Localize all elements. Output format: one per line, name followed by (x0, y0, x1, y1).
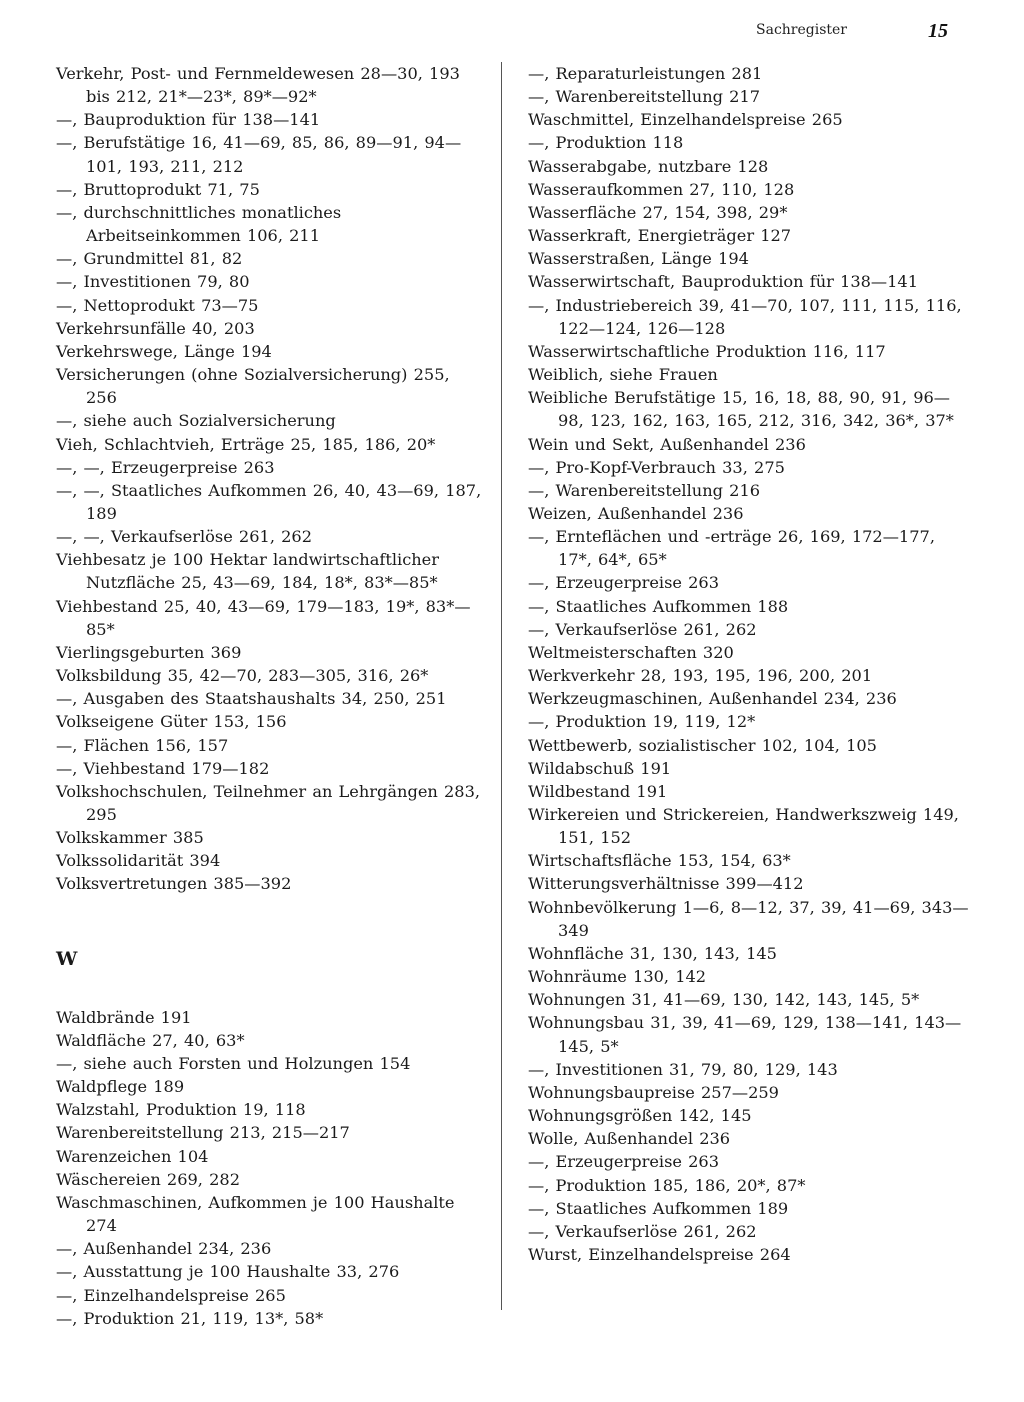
index-entry: Wäschereien 269, 282 (56, 1169, 240, 1189)
index-entry: —, siehe auch Sozialversicherung (56, 411, 336, 431)
index-entry: Waldbrände 191 (56, 1007, 192, 1027)
index-entry: Wirkereien und Strickereien, Handwerkszweig 149, 151, 152 (528, 805, 959, 848)
index-entry: —, Grundmittel 81, 82 (56, 249, 243, 269)
index-entry: —, Investitionen 79, 80 (56, 272, 250, 292)
index-entry: Wasserwirtschaft, Bauproduktion für 138—141 (528, 272, 919, 292)
column-divider (501, 62, 502, 1310)
index-entry-list-v (56, 62, 486, 896)
index-entry: —, Investitionen 31, 79, 80, 129, 143 (528, 1059, 838, 1079)
index-entry: —, Staatliches Aufkommen 189 (528, 1198, 789, 1218)
index-entry: Wolle, Außenhandel 236 (528, 1129, 731, 1149)
left-column (56, 62, 486, 1330)
index-entry: Werkverkehr 28, 193, 195, 196, 200, 201 (528, 666, 873, 686)
index-entry: —, Flächen 156, 157 (56, 735, 229, 755)
index-entry: Volksvertretungen 385—392 (56, 874, 292, 894)
index-entry: —, Einzelhandelspreise 265 (56, 1285, 286, 1305)
index-entry: Wohnfläche 31, 130, 143, 145 (528, 943, 777, 963)
running-head-title: Sachregister (756, 22, 847, 38)
index-entry: Viehbestand 25, 40, 43—69, 179—183, 19*, 83*—85* (56, 596, 471, 639)
index-entry: Witterungsverhältnisse 399—412 (528, 874, 804, 894)
index-entry: —, Industriebereich 39, 41—70, 107, 111, 115, 116, 122—124, 126—128 (528, 295, 962, 338)
section-gap (56, 896, 486, 946)
index-entry: —, Erzeugerpreise 263 (528, 573, 720, 593)
index-entry: Verkehrswege, Länge 194 (56, 341, 272, 361)
index-entry: Verkehr, Post- und Fernmeldewesen 28—30, 193 bis 212, 21*—23*, 89*—92* (56, 64, 460, 107)
index-entry: Wasserkraft, Energieträger 127 (528, 226, 792, 246)
index-entry: Wohnräume 130, 142 (528, 967, 707, 987)
index-entry: —, Produktion 21, 119, 13*, 58* (56, 1308, 324, 1328)
index-entry: —, —, Erzeugerpreise 263 (56, 457, 275, 477)
index-entry: —, Außenhandel 234, 236 (56, 1239, 272, 1259)
index-entry: —, Pro-Kopf-Verbrauch 33, 275 (528, 457, 785, 477)
index-entry: Warenzeichen 104 (56, 1146, 209, 1166)
index-entry: Wurst, Einzelhandelspreise 264 (528, 1244, 791, 1264)
index-entry: Wein und Sekt, Außenhandel 236 (528, 434, 806, 454)
index-entry: —, siehe auch Forsten und Holzungen 154 (56, 1053, 411, 1073)
index-entry: Waschmaschinen, Aufkommen je 100 Haushalte 274 (56, 1192, 455, 1236)
index-entry: Wohnungsbau 31, 39, 41—69, 129, 138—141, 143—145, 5* (528, 1013, 962, 1056)
index-entry: Wasserfläche 27, 154, 398, 29* (528, 202, 788, 222)
index-entry: —, Ausgaben des Staatshaushalts 34, 250, 251 (56, 689, 447, 709)
index-entry: Vieh, Schlachtvieh, Erträge 25, 185, 186, 20* (56, 434, 436, 454)
index-entry: Volksbildung 35, 42—70, 283—305, 316, 26* (56, 666, 429, 686)
index-entry: Weiblich, siehe Frauen (528, 365, 718, 385)
index-entry: Volkseigene Güter 153, 156 (56, 712, 287, 732)
index-entry: Walzstahl, Produktion 19, 118 (56, 1100, 306, 1120)
index-entry: Weibliche Berufstätige 15, 16, 18, 88, 90, 91, 96—98, 123, 162, 163, 165, 212, 316, 342, 36*, 37* (528, 388, 954, 431)
index-entry: Weizen, Außenhandel 236 (528, 503, 744, 523)
index-entry: Wettbewerb, sozialistischer 102, 104, 105 (528, 735, 877, 755)
index-entry: —, Verkaufserlöse 261, 262 (528, 619, 757, 639)
index-entry: —, Bruttoprodukt 71, 75 (56, 179, 260, 199)
index-entry: Wildabschuß 191 (528, 758, 672, 778)
index-entry: Waschmittel, Einzelhandelspreise 265 (528, 110, 843, 130)
index-entry: —, Ausstattung je 100 Haushalte 33, 276 (56, 1262, 400, 1282)
index-entry: Volkssolidarität 394 (56, 851, 221, 871)
index-entry: —, Produktion 185, 186, 20*, 87* (528, 1175, 806, 1195)
index-entry-list-right (528, 62, 973, 1266)
index-entry: Wohnungen 31, 41—69, 130, 142, 143, 145, 5* (528, 990, 920, 1010)
index-entry: Verkehrsunfälle 40, 203 (56, 318, 255, 338)
index-entry: Werkzeugmaschinen, Außenhandel 234, 236 (528, 689, 897, 709)
index-entry: —, —, Verkaufserlöse 261, 262 (56, 527, 313, 547)
section-letter-heading: W (56, 947, 78, 970)
index-entry: Wohnungsbaupreise 257—259 (528, 1082, 779, 1102)
index-entry: Wildbestand 191 (528, 781, 668, 801)
index-entry: —, Produktion 118 (528, 133, 684, 153)
index-entry: —, Warenbereitstellung 217 (528, 87, 761, 107)
index-entry: Viehbesatz je 100 Hektar landwirtschaftlicher Nutzfläche 25, 43—69, 184, 18*, 83*—85* (56, 550, 439, 593)
index-entry: Wirtschaftsfläche 153, 154, 63* (528, 851, 791, 871)
index-entry: Wasseraufkommen 27, 110, 128 (528, 179, 795, 199)
index-entry: Weltmeisterschaften 320 (528, 642, 734, 662)
index-entry: —, Nettoprodukt 73—75 (56, 295, 259, 315)
index-entry: Wasserwirtschaftliche Produktion 116, 117 (528, 341, 886, 361)
index-entry: Versicherungen (ohne Sozialversicherung) 255, 256 (56, 365, 450, 408)
index-entry: —, Viehbestand 179—182 (56, 758, 270, 778)
index-entry: —, Warenbereitstellung 216 (528, 480, 761, 500)
right-column (528, 62, 973, 1266)
index-entry: Warenbereitstellung 213, 215—217 (56, 1123, 350, 1143)
index-entry: —, Erzeugerpreise 263 (528, 1152, 720, 1172)
index-entry: Wohnbevölkerung 1—6, 8—12, 37, 39, 41—69, 343—349 (528, 897, 969, 940)
index-entry: —, Bauproduktion für 138—141 (56, 110, 321, 130)
index-entry: Wasserstraßen, Länge 194 (528, 249, 749, 269)
index-entry: Waldpflege 189 (56, 1077, 185, 1097)
index-entry: —, Reparaturleistungen 281 (528, 64, 763, 83)
index-entry: Vierlingsgeburten 369 (56, 642, 242, 662)
index-entry: —, Berufstätige 16, 41—69, 85, 86, 89—91, 94—101, 193, 211, 212 (56, 133, 462, 176)
index-entry: Volkshochschulen, Teilnehmer an Lehrgängen 283, 295 (56, 781, 481, 824)
index-entry: Volkskammer 385 (56, 828, 204, 848)
index-entry: —, durchschnittliches monatliches Arbeitseinkommen 106, 211 (56, 202, 342, 246)
index-entry: —, Verkaufserlöse 261, 262 (528, 1221, 757, 1241)
index-entry-list-w (56, 1006, 486, 1330)
index-entry: Waldfläche 27, 40, 63* (56, 1030, 245, 1050)
index-entry: —, Produktion 19, 119, 12* (528, 712, 756, 732)
index-entry: Wohnungsgrößen 142, 145 (528, 1106, 752, 1126)
index-entry: Wasserabgabe, nutzbare 128 (528, 156, 769, 176)
page-number: 15 (928, 20, 948, 42)
index-entry: —, Staatliches Aufkommen 188 (528, 596, 789, 616)
index-entry: —, —, Staatliches Aufkommen 26, 40, 43—69, 187, 189 (56, 480, 482, 523)
index-entry: —, Ernteflächen und -erträge 26, 169, 172—177, 17*, 64*, 65* (528, 527, 935, 570)
